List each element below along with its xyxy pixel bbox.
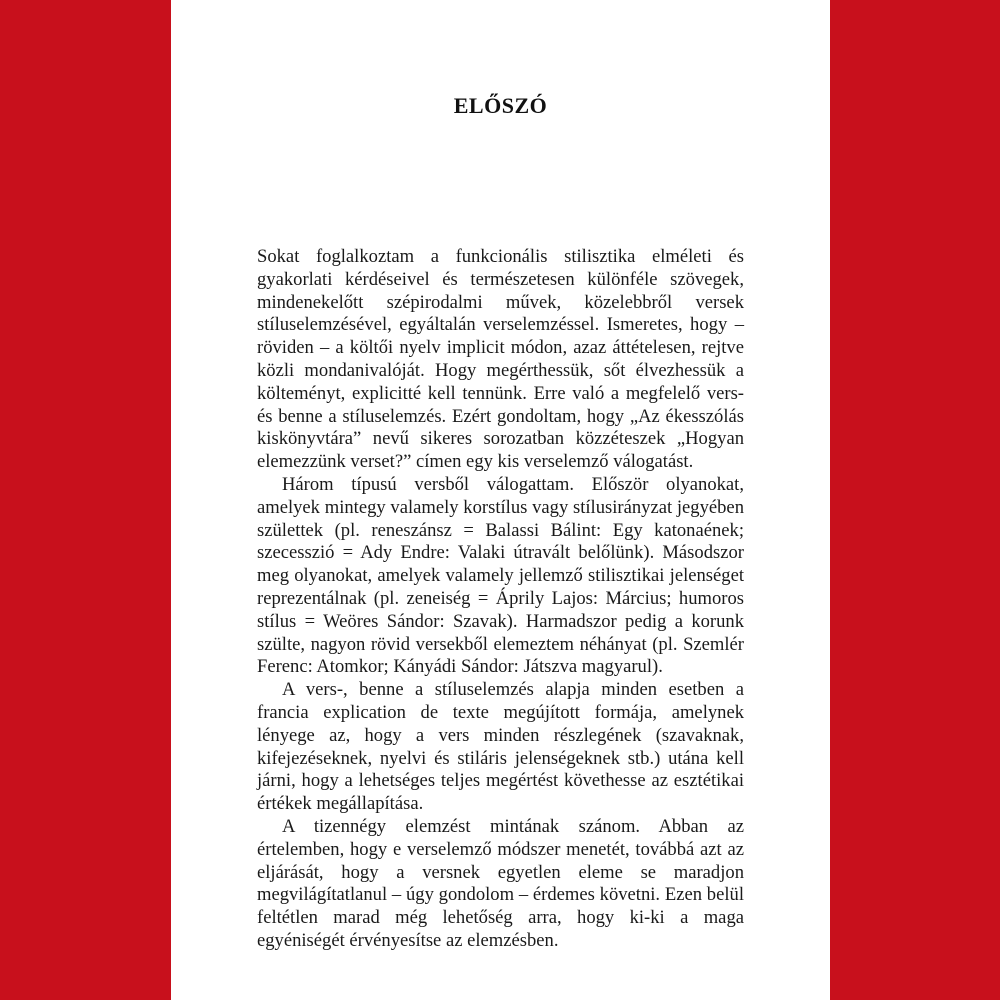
paragraph-3: A vers-, benne a stíluselemzés alapja minden esetben a francia explication de texte megújított formája, amelynek lényege az, hogy a vers minden részlegének (szavaknak, kifejezéseknek, nyelvi és stiláris jelenségeknek stb.) utána kell járni, hogy a lehetséges teljes megértést követhesse az esztétikai értékek megállapítása.	[257, 679, 744, 815]
paragraph-4: A tizennégy elemzést mintának szánom. Abban az értelemben, hogy e verselemző módszer menetét, továbbá azt az eljárását, hogy a versnek egyetlen eleme se maradjon megvilágítatlanul – úgy gondolom – érdemes követni. Ezen belül feltétlen marad még lehetőség arra, hogy ki-ki a maga egyéniségét érvényesítse az elemzésben.	[257, 815, 744, 951]
page-title: ELŐSZÓ	[453, 93, 548, 118]
book-page	[171, 0, 830, 1000]
paragraph-1: Sokat foglalkoztam a funkcionális stilisztika elméleti és gyakorlati kérdéseivel és természetesen különféle szövegek, mindenekelőtt szépirodalmi művek, közelebbről versek stíluselemzésével, egyáltalán verselemzéssel. Ismeretes, hogy – röviden – a költői nyelv implicit módon, azaz áttételesen, rejtve közli mondanivalóját. Hogy megérthessük, sőt élvezhessük a költeményt, explicitté kell tennünk. Erre való a megfelelő vers- és benne a stíluselemzés. Ezért gondoltam, hogy „Az ékesszólás kiskönyvtára” nevű sikeres sorozatban közzéteszek „Hogyan elemezzünk verset?” címen egy kis verselemző válogatást.	[257, 246, 744, 473]
preface-body	[257, 246, 744, 953]
paragraph-2: Három típusú versből válogattam. Először olyanokat, amelyek mintegy valamely korstílus vagy stílusirányzat jegyében születtek (pl. reneszánsz = Balassi Bálint: Egy katonaének; szecesszió = Ady Endre: Valaki útravált belőlünk). Másodszor meg olyanokat, amelyek valamely jellemző stilisztikai jelenséget reprezentálnak (pl. zeneiség = Áprily Lajos: Március; humoros stílus = Weöres Sándor: Szavak). Harmadszor pedig a korunk szülte, nagyon rövid versekből elemeztem néhányat (pl. Szemlér Ferenc: Atomkor; Kányádi Sándor: Játszva magyarul).	[257, 473, 744, 678]
